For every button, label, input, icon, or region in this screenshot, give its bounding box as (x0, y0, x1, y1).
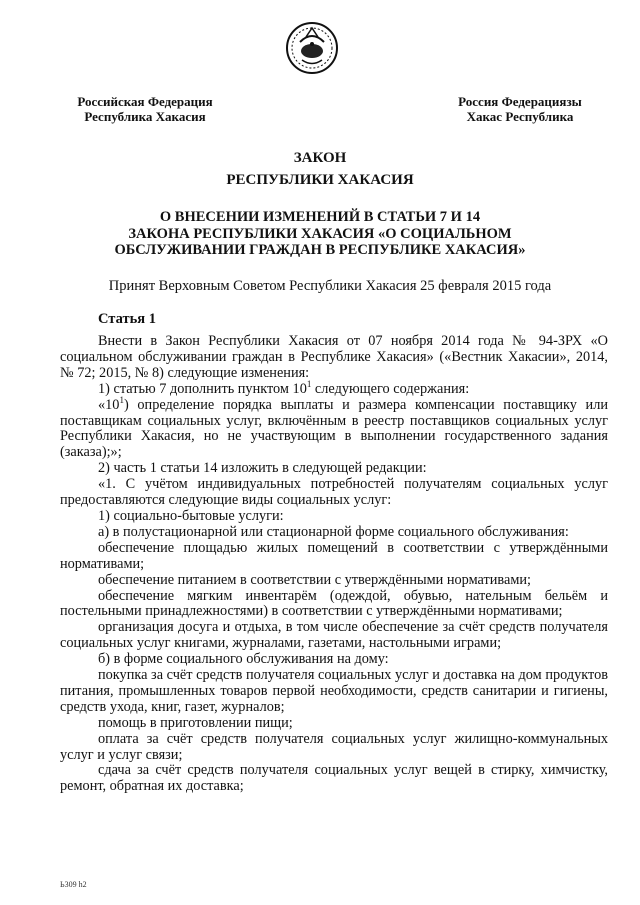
paragraph: обеспечение питанием в соответствии с утверждёнными нормативами; (98, 571, 531, 588)
adoption-line: Принят Верховным Советом Республики Хакасия 25 февраля 2015 года (108, 278, 552, 294)
header-left-line1: Российская Федерация (77, 94, 213, 109)
law-body (60, 334, 608, 795)
header-left-line2: Республика Хакасия (84, 109, 206, 124)
paragraph: Внести в Закон Республики Хакасия от 07 ноября 2014 года № 94-ЗРХ «О социальном обслуживании граждан в Республике Хакасия» («Вестник Хакасии», 2014, № 72; 2015, № 8) следующие изменения: (60, 333, 608, 381)
paragraph: а) в полустационарной или стационарной форме социального обслуживания: (98, 523, 569, 540)
paragraph: покупка за счёт средств получателя социальных услуг и доставка на дом продуктов питания, промышленных товаров первой необходимости, средств санитарии и гигиены, средств ухода, книг, газет, журналов; (60, 667, 608, 715)
paragraph: сдача за счёт средств получателя социальных услуг вещей в стирку, химчистку, ремонт, обратная их доставка; (60, 762, 608, 795)
law-subject-line3: ОБСЛУЖИВАНИИ ГРАЖДАН В РЕСПУБЛИКЕ ХАКАСИЯ» (114, 242, 526, 258)
paragraph: обеспечение площадью жилых помещений в соответствии с утверждёнными нормативами; (60, 539, 608, 572)
paragraph: б) в форме социального обслуживания на дому: (98, 651, 389, 668)
paragraph: «1. С учётом индивидуальных потребностей получателям социальных услуг предоставляются следующие виды социальных услуг: (60, 476, 608, 509)
paragraph: помощь в приготовлении пищи; (98, 714, 293, 731)
paragraph: «$10^1$) определение порядка выплаты и размера компенсации поставщику или поставщикам социальных услуг, включённым в реестр поставщиков социальных услуг Республики Хакасия, но не участвующим в выполнении государственного задания (заказа);»; (60, 394, 608, 461)
paragraph: оплата за счёт средств получателя социальных услуг жилищно-коммунальных услуг и услуг связи; (60, 730, 608, 763)
header-left (60, 94, 230, 124)
law-title: ЗАКОН (293, 150, 347, 166)
paragraph: 2) часть 1 статьи 14 изложить в следующей редакции: (98, 460, 427, 477)
header-right-line1: Россия Федерациязы (458, 94, 582, 109)
paragraph: 1) статью 7 дополнить пунктом $10^1$ следующего содержания: (98, 378, 470, 397)
article-heading: Статья 1 (98, 311, 156, 327)
law-issuer: РЕСПУБЛИКИ ХАКАСИЯ (226, 172, 414, 188)
header-right (440, 94, 600, 124)
law-subject (0, 209, 640, 259)
law-subject-line1: О ВНЕСЕНИИ ИЗМЕНЕНИЙ В СТАТЬИ 7 И 14 (159, 209, 481, 225)
paragraph: 1) социально-бытовые услуги: (98, 507, 284, 524)
paragraph: организация досуга и отдыха, в том числе обеспечение за счёт средств получателя социальных услуг книгами, журналами, газетами, настольными играми; (60, 619, 608, 652)
paragraph: обеспечение мягким инвентарём (одеждой, обувью, нательным бельём и постельными принадлежностями) в соответствии с утверждёнными нормативами; (60, 587, 608, 620)
coat-of-arms-icon (284, 20, 340, 76)
header-right-line2: Хакас Республика (466, 109, 574, 124)
law-subject-line2: ЗАКОНА РЕСПУБЛИКИ ХАКАСИЯ «О СОЦИАЛЬНОМ (128, 225, 512, 242)
footer-code: Ь309 h2 (60, 880, 87, 889)
